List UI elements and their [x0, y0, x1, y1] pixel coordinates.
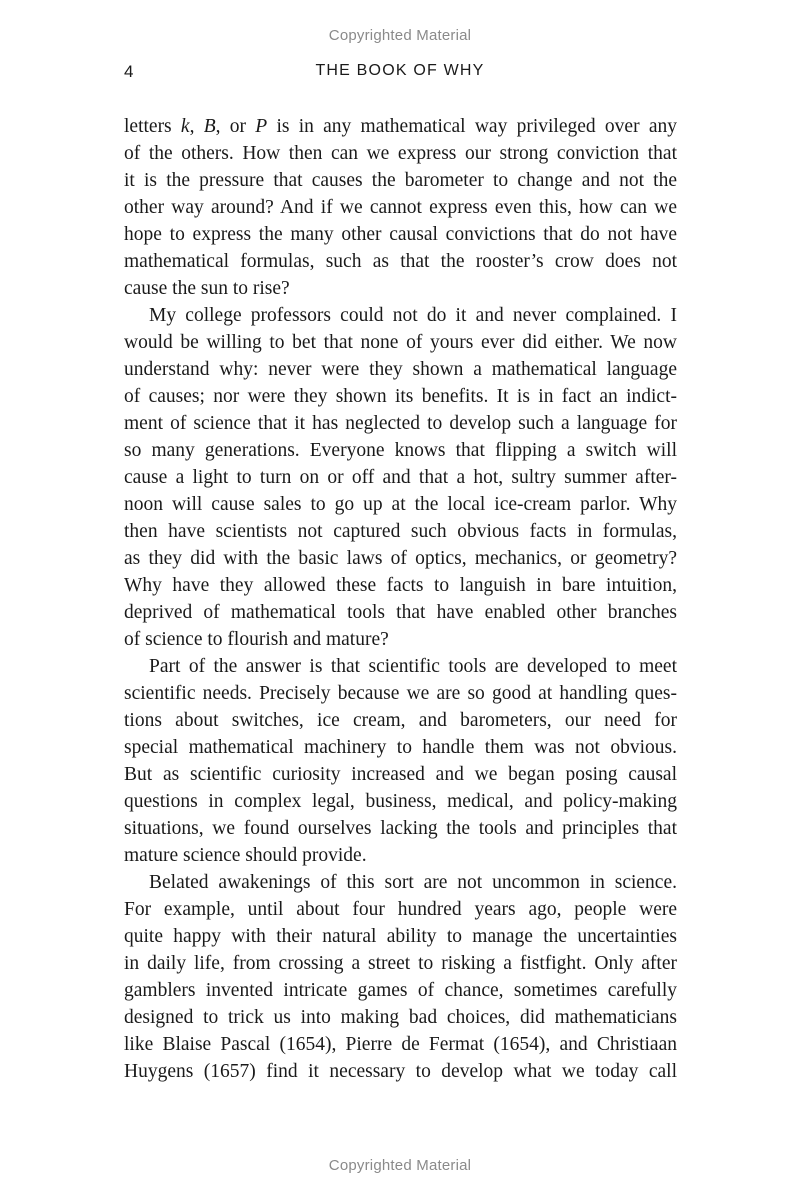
text-line: My college professors could not do it and never complained. I — [149, 305, 677, 326]
text-line: hope to express the many other causal convictions that do not have — [124, 224, 677, 245]
text-line: other way around? And if we cannot express even this, how can we — [124, 197, 677, 218]
page-number: 4 — [124, 62, 134, 81]
text-line: ment of science that it has neglected to develop such a language for — [124, 413, 677, 434]
book-title: THE BOOK OF WHY — [315, 62, 485, 79]
text-line: mathematical formulas, such as that the rooster’s crow does not — [124, 251, 677, 272]
text-line: gamblers invented intricate games of chance, sometimes carefully — [124, 980, 677, 1001]
running-head — [124, 62, 676, 86]
text-line: designed to trick us into making bad choices, did mathematicians — [124, 1007, 677, 1028]
text-line: of science to flourish and mature? — [124, 629, 389, 650]
text-line: scientific needs. Precisely because we are so good at handling ques- — [124, 683, 677, 704]
text-line: special mathematical machinery to handle them was not obvious. — [124, 737, 677, 758]
text-line: Why have they allowed these facts to languish in bare intuition, — [124, 575, 677, 596]
text-line: Belated awakenings of this sort are not uncommon in science. — [149, 872, 677, 893]
text-line: it is the pressure that causes the barometer to change and not the — [124, 170, 677, 191]
paragraph-3 — [124, 653, 677, 869]
text-line: situations, we found ourselves lacking the tools and principles that — [124, 818, 677, 839]
text-line: letters k, B, or P is in any mathematical way privileged over any — [124, 116, 677, 137]
text-line: in daily life, from crossing a street to risking a fistfight. Only after — [124, 953, 677, 974]
text-line: as they did with the basic laws of optics, mechanics, or geometry? — [124, 548, 677, 569]
text-line: Huygens (1657) find it necessary to develop what we today call — [124, 1061, 677, 1082]
paragraph-1 — [124, 113, 677, 302]
math-variable: k — [180, 116, 190, 137]
text-line: quite happy with their natural ability to manage the uncertainties — [124, 926, 677, 947]
text-line: cause the sun to rise? — [124, 278, 290, 299]
paragraph-4 — [124, 869, 677, 1085]
text-line: cause a light to turn on or off and that a hot, sultry summer after- — [124, 467, 677, 488]
text-line: For example, until about four hundred years ago, people were — [124, 899, 677, 920]
text-line: of causes; nor were they shown its benefits. It is in fact an indict- — [124, 386, 677, 407]
math-variable: P — [255, 116, 268, 137]
text-line: like Blaise Pascal (1654), Pierre de Fermat (1654), and Christiaan — [124, 1034, 677, 1055]
text-line: tions about switches, ice cream, and barometers, our need for — [124, 710, 677, 731]
text-line: deprived of mathematical tools that have enabled other branches — [124, 602, 677, 623]
text-line: mature science should provide. — [124, 845, 367, 866]
text-line: questions in complex legal, business, medical, and policy-making — [124, 791, 677, 812]
paragraph-2 — [124, 302, 677, 653]
text-line: so many generations. Everyone knows that flipping a switch will — [124, 440, 677, 461]
math-variable: B — [203, 116, 216, 137]
body-text — [124, 113, 677, 1085]
text-line: of the others. How then can we express our strong conviction that — [124, 143, 677, 164]
text-line: would be willing to bet that none of yours ever did either. We now — [124, 332, 677, 353]
text-line: noon will cause sales to go up at the local ice-cream parlor. Why — [124, 494, 677, 515]
text-line: then have scientists not captured such obvious facts in formulas, — [124, 521, 677, 542]
copyright-watermark-bottom: Copyrighted Material — [328, 1157, 472, 1174]
text-line: understand why: never were they shown a mathematical language — [124, 359, 677, 380]
copyright-watermark-top: Copyrighted Material — [328, 27, 472, 44]
text-line: But as scientific curiosity increased and we began posing causal — [124, 764, 677, 785]
text-line: Part of the answer is that scientific tools are developed to meet — [149, 656, 677, 677]
